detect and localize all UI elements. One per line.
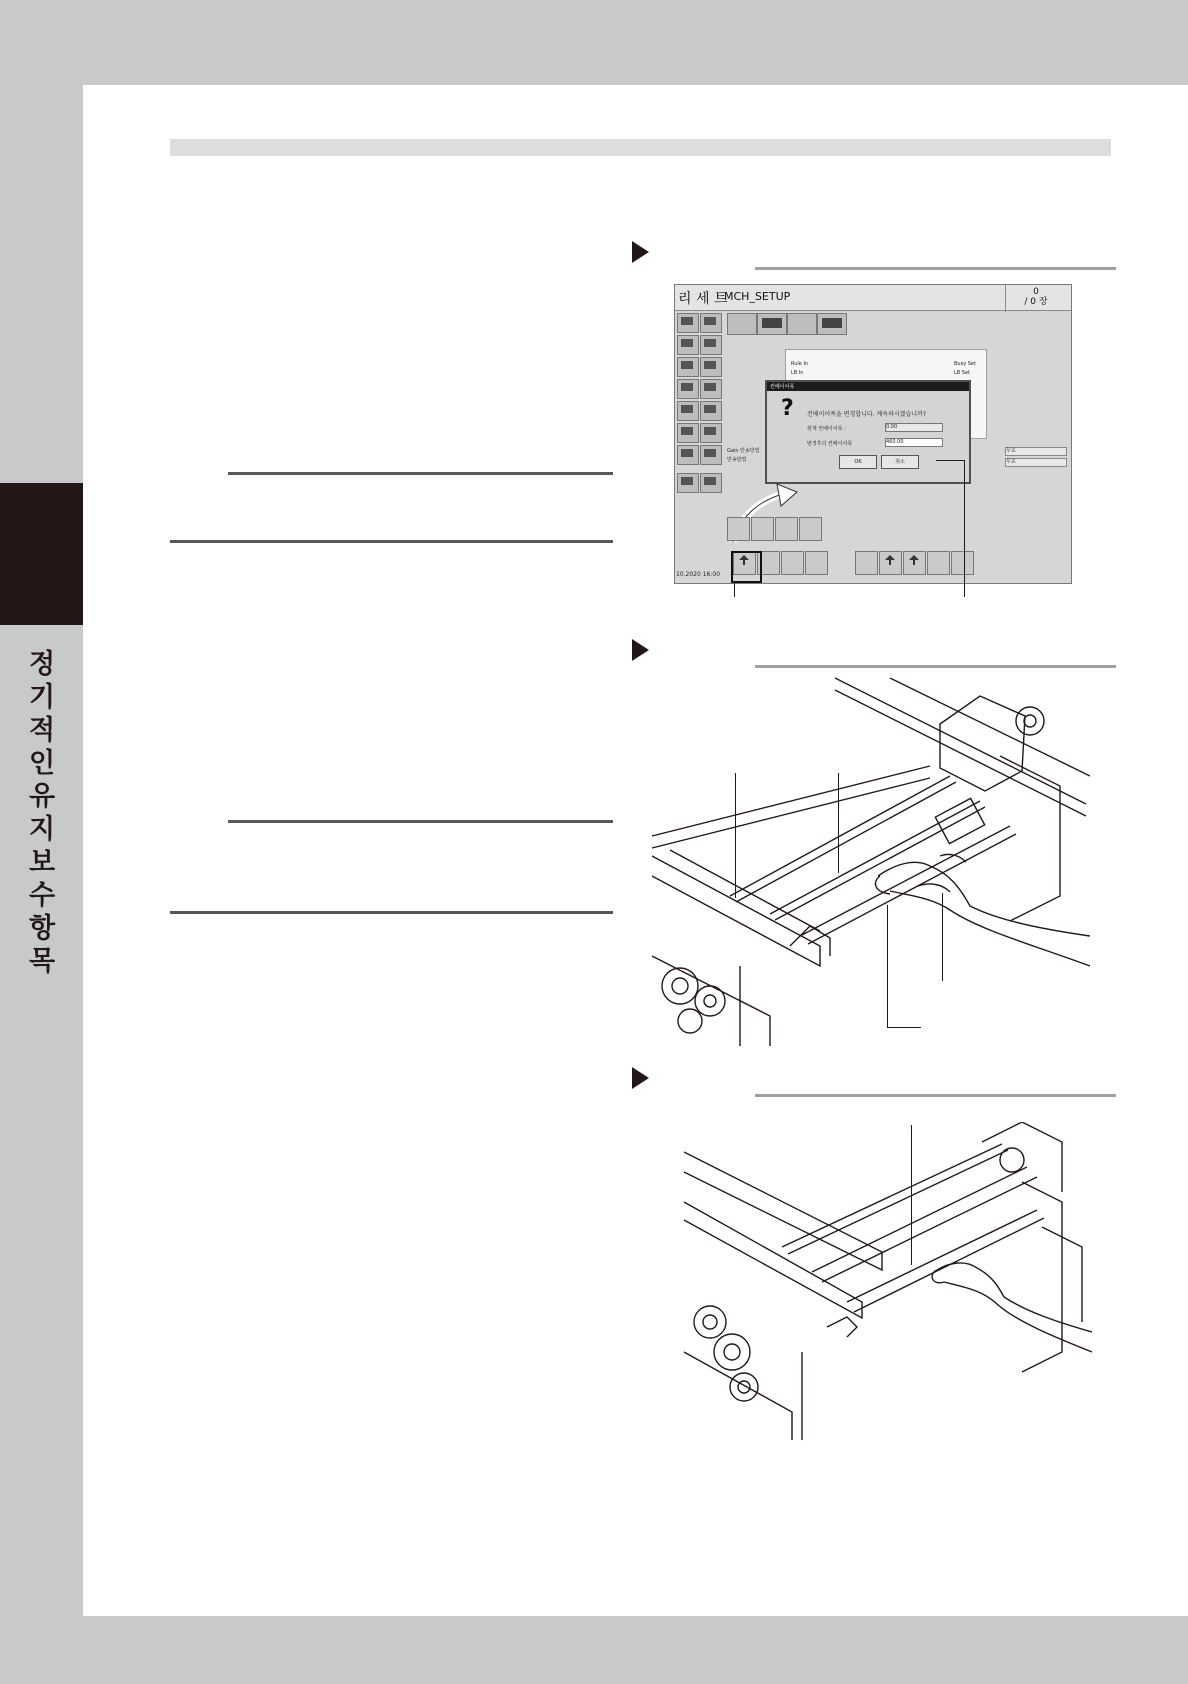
current-width-label: 현재 컨베이어폭 : xyxy=(807,426,846,432)
side-value: 무효 xyxy=(1005,458,1067,467)
divider-line xyxy=(228,472,613,475)
callout-line xyxy=(911,1125,912,1265)
conveyor-width-dialog xyxy=(765,380,971,484)
panel-flag: Busy Set xyxy=(954,361,976,367)
chapter-tab xyxy=(0,483,83,625)
menu-icon[interactable] xyxy=(700,335,722,355)
callout-line xyxy=(887,1027,921,1028)
dialog-message: 컨베이어폭을 변경합니다. 계속하시겠습니까? xyxy=(807,411,927,418)
menu-icon[interactable] xyxy=(700,445,722,465)
dialog-title: 컨베이어폭 xyxy=(770,384,795,390)
counter-bottom: / 0 장 xyxy=(1024,297,1048,307)
current-width-field: 0.00 xyxy=(885,423,943,432)
conveyor-shaft-illustration xyxy=(682,1122,1092,1442)
toolbar-icon[interactable] xyxy=(727,517,750,541)
info-icon[interactable] xyxy=(700,473,722,493)
control-screen xyxy=(674,284,1072,584)
toolbar-icon[interactable] xyxy=(751,517,774,541)
figure-rule xyxy=(755,267,1116,270)
help-icon[interactable] xyxy=(677,473,699,493)
arrow-left-icon[interactable] xyxy=(781,551,804,575)
callout-line xyxy=(734,582,735,597)
callout-line xyxy=(735,773,736,898)
side-values xyxy=(1005,447,1067,469)
menu-icon[interactable] xyxy=(677,313,699,333)
panel-flags xyxy=(954,360,976,378)
figure-rule xyxy=(755,1094,1116,1097)
ok-button[interactable]: OK xyxy=(839,455,877,469)
panel-row-label: Rule In xyxy=(791,361,809,367)
divider-line xyxy=(228,820,613,823)
divider-line xyxy=(170,540,613,543)
dialog-titlebar xyxy=(767,382,969,391)
menu-icon[interactable] xyxy=(700,401,722,421)
section-title-text: 정기적인 유지보수 항목 xyxy=(28,649,56,977)
callout-line xyxy=(936,460,964,461)
side-label: 반송방법 xyxy=(727,457,747,463)
step-marker-icon xyxy=(632,241,649,263)
board-counter xyxy=(1005,285,1066,312)
callout-line xyxy=(942,893,943,981)
step-marker-icon xyxy=(632,1067,649,1089)
menu-icon[interactable] xyxy=(700,313,722,333)
toolbar-icon[interactable] xyxy=(951,551,974,575)
target-width-input[interactable]: 460.00 xyxy=(885,438,943,447)
menu-icon[interactable] xyxy=(700,357,722,377)
callout-line xyxy=(838,773,839,873)
menu-icon[interactable] xyxy=(677,379,699,399)
callout-line xyxy=(887,905,888,1027)
conveyor-tab-icon[interactable] xyxy=(727,313,757,335)
divider-line xyxy=(170,911,613,914)
counter-top: 0 xyxy=(1033,287,1039,297)
tab-icon[interactable] xyxy=(757,313,787,335)
status-text: 10.2020 16:00 xyxy=(676,571,721,578)
header-bar xyxy=(170,139,1111,156)
panel-flag: LB Set xyxy=(954,370,971,376)
target-width-label: 변경후의 컨베이어폭 xyxy=(807,441,853,447)
screen-titlebar xyxy=(675,285,1071,311)
panel-labels xyxy=(791,360,808,378)
arrow-left-icon[interactable] xyxy=(775,517,798,541)
section-title xyxy=(22,648,62,978)
menu-icon[interactable] xyxy=(677,401,699,421)
toolbar-icon[interactable] xyxy=(903,551,926,575)
tab-icon[interactable] xyxy=(817,313,847,335)
screen-mode: MCH_SETUP xyxy=(724,290,791,303)
figure-rule xyxy=(755,665,1116,668)
side-label: Gain 반송방법 xyxy=(727,448,760,454)
toolbar-icon[interactable] xyxy=(879,551,902,575)
panel-row-label: LB In xyxy=(791,370,804,376)
menu-icon[interactable] xyxy=(677,423,699,443)
side-value: 무효 xyxy=(1005,447,1067,456)
cancel-button[interactable]: 취소 xyxy=(881,455,919,469)
screen-title: 리 세 트 xyxy=(678,291,728,307)
menu-icon[interactable] xyxy=(700,423,722,443)
arrow-right-icon[interactable] xyxy=(805,551,828,575)
highlight-box xyxy=(731,551,762,583)
screen-menu xyxy=(677,313,723,533)
toolbar-icon[interactable] xyxy=(855,551,878,575)
step-marker-icon xyxy=(632,639,649,661)
toolbar-icon[interactable] xyxy=(927,551,950,575)
conveyor-rail-illustration xyxy=(650,676,1090,1046)
question-icon: ? xyxy=(781,396,794,421)
tab-icon[interactable] xyxy=(787,313,817,335)
menu-icon[interactable] xyxy=(677,445,699,465)
side-labels xyxy=(727,447,759,465)
callout-line xyxy=(964,460,965,597)
menu-icon[interactable] xyxy=(677,335,699,355)
menu-icon[interactable] xyxy=(700,379,722,399)
menu-icon[interactable] xyxy=(677,357,699,377)
arrow-right-icon[interactable] xyxy=(799,517,822,541)
